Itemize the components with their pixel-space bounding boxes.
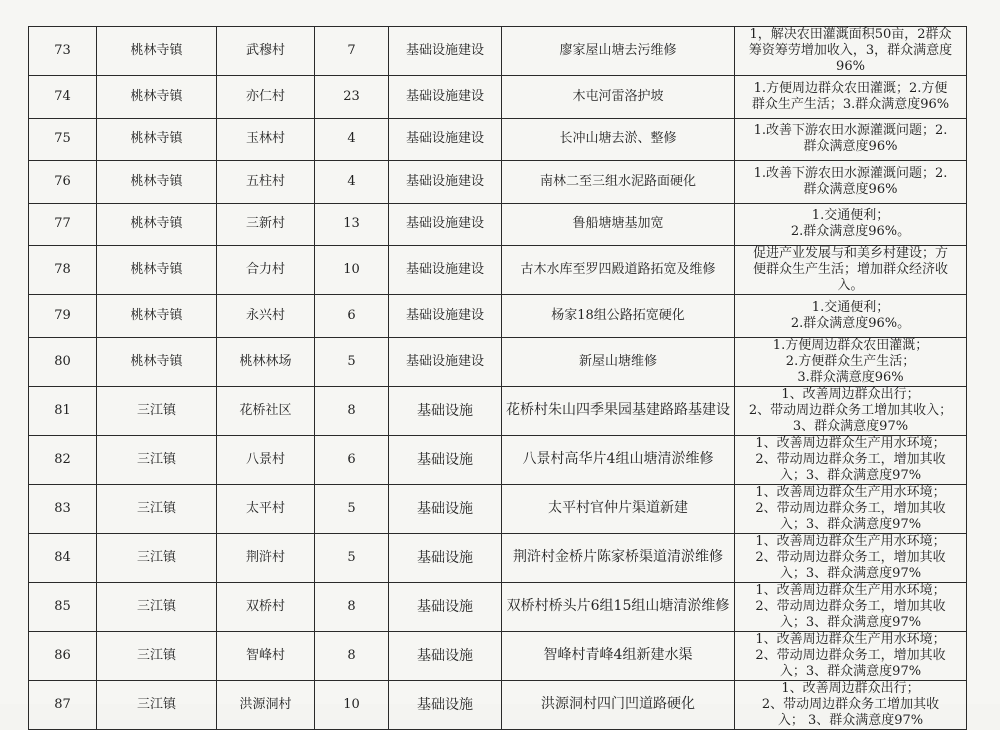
- village-cell: 花桥社区: [217, 386, 315, 435]
- project-cell: 鲁船塘塘基加宽: [502, 203, 735, 246]
- project-cell: 杨家18组公路拓宽硬化: [502, 295, 735, 338]
- count-cell: 8: [315, 582, 389, 631]
- row-number: 81: [29, 386, 97, 435]
- project-cell: 木屯河雷洛护坡: [502, 76, 735, 119]
- benefit-cell: 1.改善下游农田水源灌溉问题；2. 群众满意度96%: [735, 161, 967, 204]
- count-cell: 10: [315, 680, 389, 729]
- type-cell: 基础设施: [389, 386, 502, 435]
- project-cell: 双桥村桥头片6组15组山塘清淤维修: [502, 582, 735, 631]
- row-number: 78: [29, 246, 97, 295]
- benefit-cell: 1、改善周边群众出行； 2、带动周边群众务工增加其收 入； 3、群众满意度97%: [735, 680, 967, 729]
- village-cell: 太平村: [217, 484, 315, 533]
- benefit-cell: 1、改善周边群众生产用水环境； 2、带动周边群众务工，增加其收 入；3、群众满意度97%: [735, 631, 967, 680]
- table-row: [29, 337, 967, 386]
- town-cell: 桃林寺镇: [97, 246, 217, 295]
- town-cell: 三江镇: [97, 435, 217, 484]
- row-number: 84: [29, 533, 97, 582]
- project-cell: 花桥村朱山四季果园基建路路基建设: [502, 386, 735, 435]
- benefit-cell: 1、改善周边群众生产用水环境； 2、带动周边群众务工，增加其收 入；3、群众满意度97%: [735, 484, 967, 533]
- project-cell: 智峰村青峰4组新建水渠: [502, 631, 735, 680]
- town-cell: 三江镇: [97, 533, 217, 582]
- row-number: 79: [29, 295, 97, 338]
- table-row: [29, 27, 967, 76]
- type-cell: 基础设施: [389, 631, 502, 680]
- town-cell: 三江镇: [97, 386, 217, 435]
- project-cell: 新屋山塘维修: [502, 337, 735, 386]
- type-cell: 基础设施: [389, 582, 502, 631]
- table-row: [29, 680, 967, 729]
- project-cell: 南林二至三组水泥路面硬化: [502, 161, 735, 204]
- village-cell: 亦仁村: [217, 76, 315, 119]
- count-cell: 6: [315, 435, 389, 484]
- row-number: 82: [29, 435, 97, 484]
- town-cell: 三江镇: [97, 484, 217, 533]
- count-cell: 7: [315, 27, 389, 76]
- count-cell: 13: [315, 203, 389, 246]
- benefit-cell: 1，解决农田灌溉面积50亩，2群众 筹资筹劳增加收入，3，群众满意度 96%: [735, 27, 967, 76]
- project-cell: 八景村高华片4组山塘清淤维修: [502, 435, 735, 484]
- village-cell: 荆浒村: [217, 533, 315, 582]
- village-cell: 玉林村: [217, 118, 315, 161]
- type-cell: 基础设施: [389, 435, 502, 484]
- town-cell: 三江镇: [97, 631, 217, 680]
- benefit-cell: 促进产业发展与和美乡村建设；方 便群众生产生活；增加群众经济收 入。: [735, 246, 967, 295]
- type-cell: 基础设施建设: [389, 203, 502, 246]
- count-cell: 4: [315, 118, 389, 161]
- benefit-cell: 1、改善周边群众生产用水环境； 2、带动周边群众务工，增加其收 入；3、群众满意度97%: [735, 435, 967, 484]
- table-row: [29, 203, 967, 246]
- row-number: 85: [29, 582, 97, 631]
- row-number: 83: [29, 484, 97, 533]
- town-cell: 桃林寺镇: [97, 76, 217, 119]
- town-cell: 桃林寺镇: [97, 118, 217, 161]
- type-cell: 基础设施: [389, 533, 502, 582]
- row-number: 76: [29, 161, 97, 204]
- table-row: [29, 246, 967, 295]
- count-cell: 23: [315, 76, 389, 119]
- town-cell: 桃林寺镇: [97, 295, 217, 338]
- project-cell: 太平村官仲片渠道新建: [502, 484, 735, 533]
- row-number: 74: [29, 76, 97, 119]
- table-row: [29, 76, 967, 119]
- table-row: [29, 533, 967, 582]
- count-cell: 6: [315, 295, 389, 338]
- benefit-cell: 1.方便周边群众农田灌溉； 2.方便群众生产生活； 3.群众满意度96%: [735, 337, 967, 386]
- row-number: 80: [29, 337, 97, 386]
- table-row: [29, 631, 967, 680]
- town-cell: 三江镇: [97, 582, 217, 631]
- table-row: [29, 484, 967, 533]
- project-table: [28, 26, 967, 730]
- row-number: 77: [29, 203, 97, 246]
- count-cell: 10: [315, 246, 389, 295]
- village-cell: 桃林林场: [217, 337, 315, 386]
- table-row: [29, 386, 967, 435]
- project-cell: 洪源洞村四门凹道路硬化: [502, 680, 735, 729]
- village-cell: 智峰村: [217, 631, 315, 680]
- row-number: 73: [29, 27, 97, 76]
- village-cell: 三新村: [217, 203, 315, 246]
- row-number: 75: [29, 118, 97, 161]
- row-number: 86: [29, 631, 97, 680]
- count-cell: 5: [315, 337, 389, 386]
- town-cell: 桃林寺镇: [97, 337, 217, 386]
- village-cell: 永兴村: [217, 295, 315, 338]
- type-cell: 基础设施: [389, 680, 502, 729]
- type-cell: 基础设施建设: [389, 337, 502, 386]
- table-row: [29, 435, 967, 484]
- benefit-cell: 1.交通便利； 2.群众满意度96%。: [735, 295, 967, 338]
- benefit-cell: 1.交通便利； 2.群众满意度96%。: [735, 203, 967, 246]
- village-cell: 洪源洞村: [217, 680, 315, 729]
- type-cell: 基础设施: [389, 484, 502, 533]
- village-cell: 双桥村: [217, 582, 315, 631]
- table-body: [29, 27, 967, 730]
- type-cell: 基础设施建设: [389, 246, 502, 295]
- benefit-cell: 1、改善周边群众出行； 2、带动周边群众务工增加其收入； 3、群众满意度97%: [735, 386, 967, 435]
- table-row: [29, 295, 967, 338]
- count-cell: 8: [315, 386, 389, 435]
- project-cell: 古木水库至罗四殿道路拓宽及维修: [502, 246, 735, 295]
- count-cell: 8: [315, 631, 389, 680]
- type-cell: 基础设施建设: [389, 76, 502, 119]
- count-cell: 5: [315, 533, 389, 582]
- type-cell: 基础设施建设: [389, 27, 502, 76]
- village-cell: 八景村: [217, 435, 315, 484]
- count-cell: 4: [315, 161, 389, 204]
- village-cell: 合力村: [217, 246, 315, 295]
- count-cell: 5: [315, 484, 389, 533]
- row-number: 87: [29, 680, 97, 729]
- village-cell: 武穆村: [217, 27, 315, 76]
- town-cell: 桃林寺镇: [97, 203, 217, 246]
- type-cell: 基础设施建设: [389, 118, 502, 161]
- table-row: [29, 582, 967, 631]
- project-cell: 荆浒村金桥片陈家桥渠道清淤维修: [502, 533, 735, 582]
- type-cell: 基础设施建设: [389, 295, 502, 338]
- town-cell: 三江镇: [97, 680, 217, 729]
- town-cell: 桃林寺镇: [97, 27, 217, 76]
- benefit-cell: 1.方便周边群众农田灌溉；2.方便 群众生产生活；3.群众满意度96%: [735, 76, 967, 119]
- benefit-cell: 1、改善周边群众生产用水环境； 2、带动周边群众务工，增加其收 入；3、群众满意度97%: [735, 582, 967, 631]
- benefit-cell: 1、改善周边群众生产用水环境； 2、带动周边群众务工，增加其收 入；3、群众满意度97%: [735, 533, 967, 582]
- type-cell: 基础设施建设: [389, 161, 502, 204]
- project-cell: 长冲山塘去淤、整修: [502, 118, 735, 161]
- table-row: [29, 118, 967, 161]
- project-cell: 廖家屋山塘去污维修: [502, 27, 735, 76]
- table-row: [29, 161, 967, 204]
- benefit-cell: 1.改善下游农田水源灌溉问题；2. 群众满意度96%: [735, 118, 967, 161]
- town-cell: 桃林寺镇: [97, 161, 217, 204]
- village-cell: 五柱村: [217, 161, 315, 204]
